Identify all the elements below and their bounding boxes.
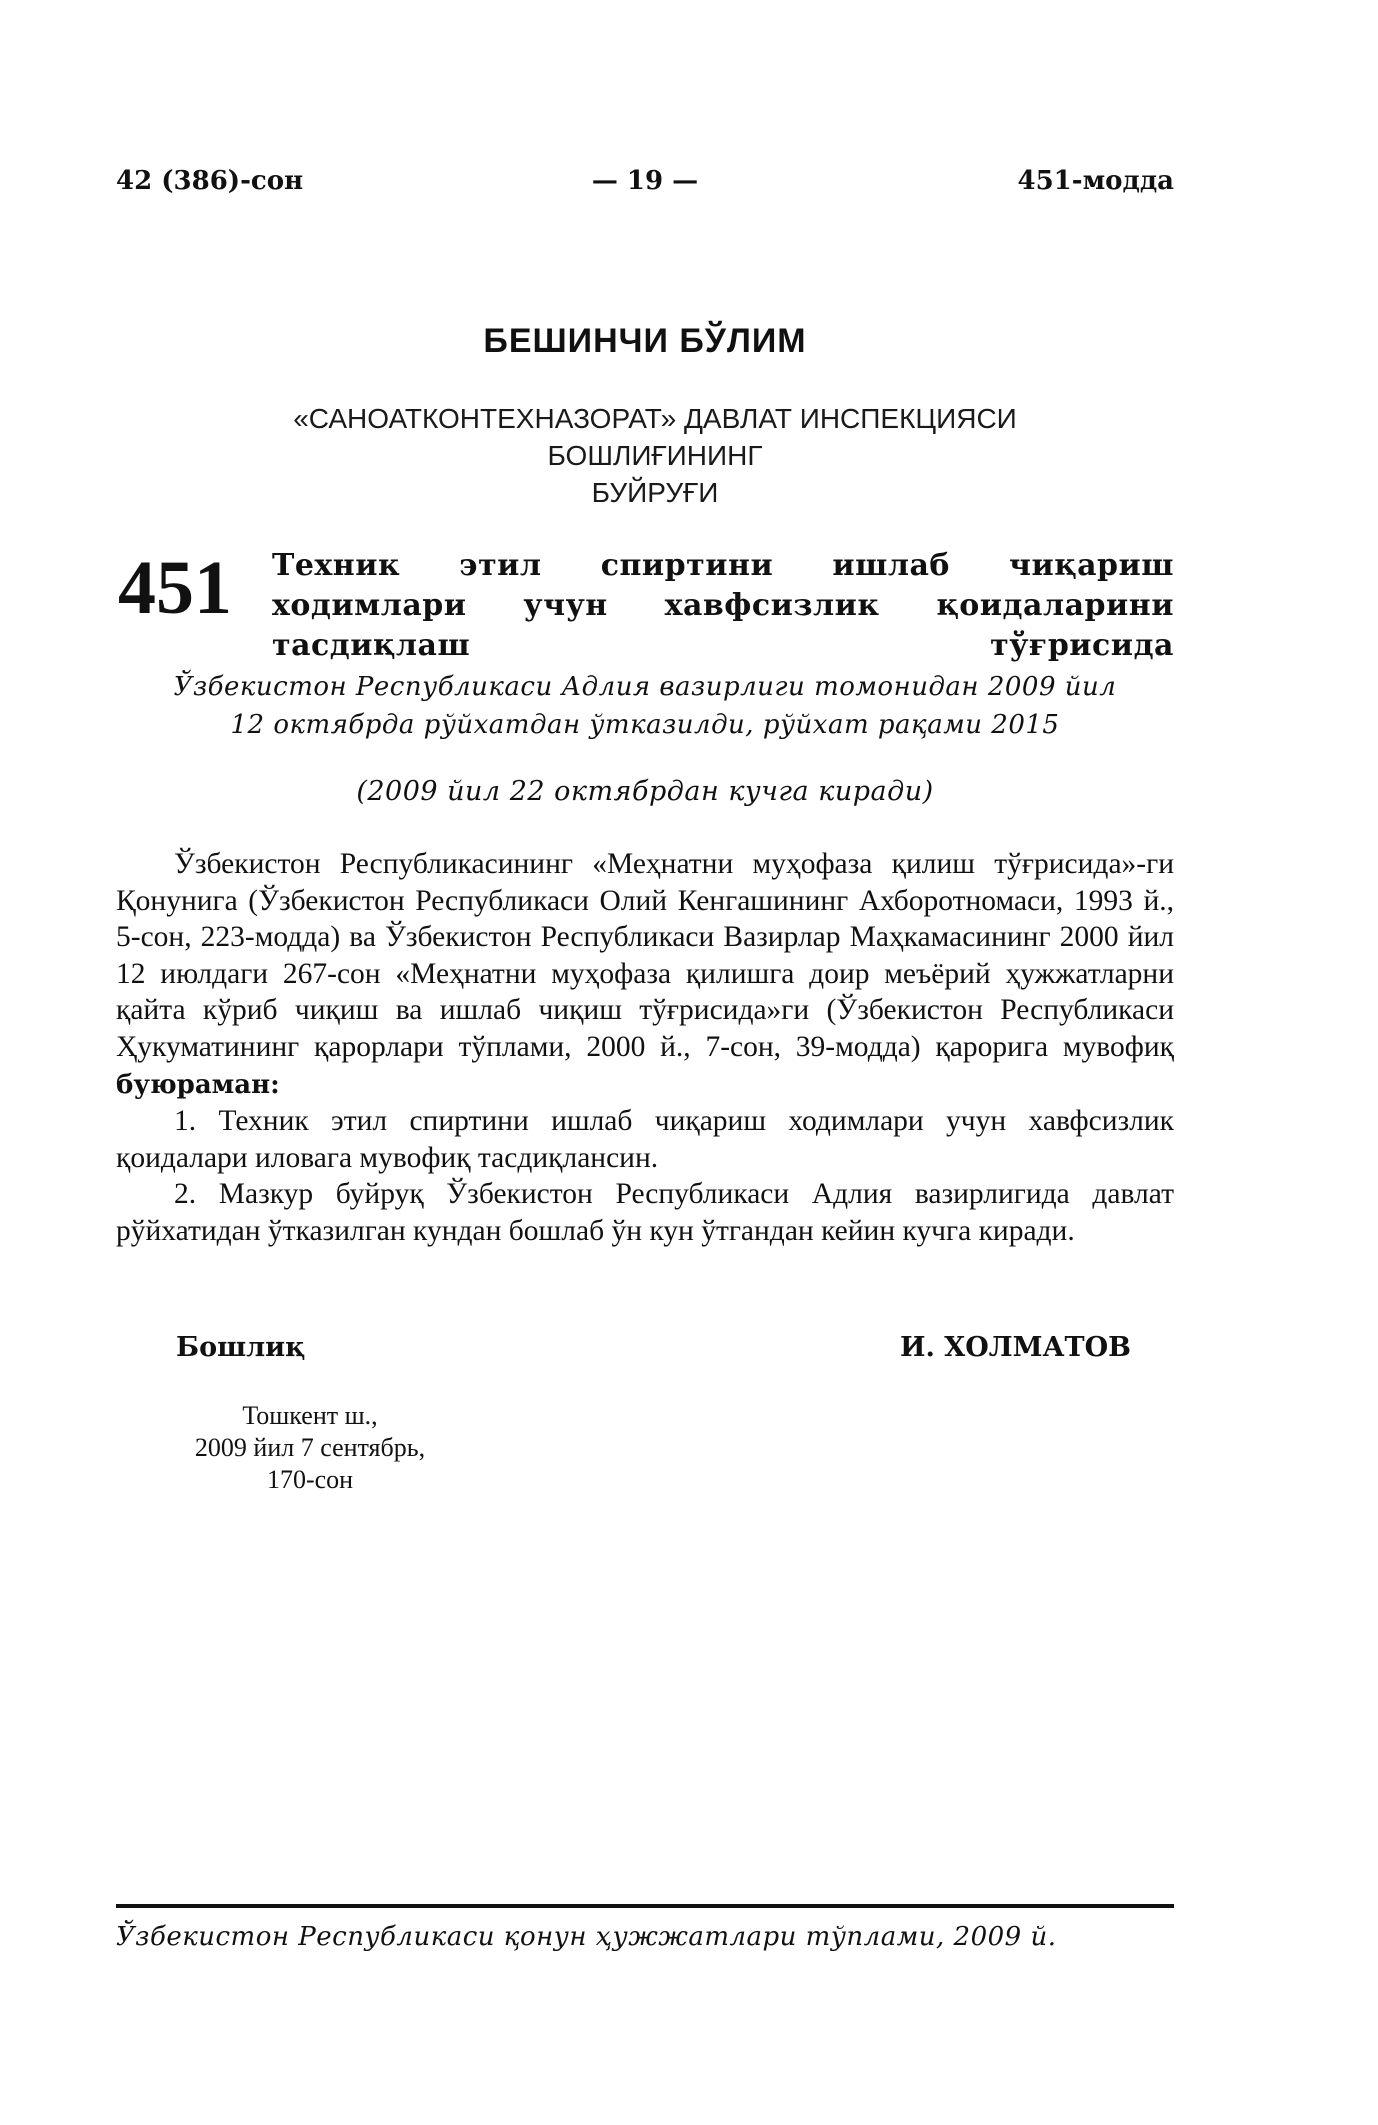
article-title: Техник этил спиртини ишлаб чиқариш ходимлари учун хавфсизлик қоидаларини тасдиқлаш тўғрисида [272, 548, 1174, 663]
order-item-2: 2. Мазкур буйруқ Ўзбекистон Республикаси Адлия вазирлигида давлат рўйхатидан ўтказилган кундан бошлаб ўн кун ўтгандан кейин кучга киради. [116, 1178, 1174, 1247]
order-number: 170-сон [266, 1465, 354, 1494]
place-date: 2009 йил 7 сентябрь, [194, 1433, 426, 1462]
place-and-date [150, 1400, 470, 1496]
place-city: Тошкент ш., [242, 1401, 378, 1430]
signer-name: И. ХОЛМАТОВ [900, 1332, 1131, 1363]
preamble-text: Ўзбекистон Республикасининг «Меҳнатни муҳофаза қилиш тўғрисида»-ги Қонунига (Ўзбекистон Республикаси Олий Кенгашининг Ахборотномаси, 1993 й., 5-сон, 223-модда) ва Ўзбекистон Республикаси Вазирлар Маҳкамасининг 2000 йил 12 июлдаги 267-сон «Меҳнатни муҳофаза қилишга доир меъёрий ҳужжатларни қайта кўриб чиқиш ва ишлаб чиқиш тўғрисида»ги (Ўзбекистон Республикаси Ҳукуматининг қарорлари тўплами, 2000 й., 7-сон, 39-модда) қарорига мувофиқ [116, 848, 1174, 1063]
command-word: буюраман: [116, 1069, 280, 1100]
article-reference: 451-модда [1017, 166, 1174, 196]
preamble-paragraph [116, 846, 1174, 1103]
page-footer: Ўзбекистон Республикаси қонун ҳужжатлари тўплами, 2009 й. [116, 1922, 1057, 1952]
document-body [116, 846, 1174, 1250]
footer-divider [116, 1904, 1174, 1908]
effective-date: (2009 йил 22 октябрдан кучга киради) [356, 776, 934, 807]
registration-note [140, 668, 1150, 744]
registration-line: 12 октябрда рўйхатдан ўтказилди, рўйхат рақами 2015 [230, 710, 1060, 740]
order-item-1: 1. Техник этил спиртини ишлаб чиқариш ходимлари учун хавфсизлик қоидалари иловага мувофиқ тасдиқлансин. [116, 1105, 1174, 1174]
signer-title: Бошлиқ [176, 1332, 306, 1363]
article-number: 451 [118, 546, 232, 630]
page-number: — 19 — [591, 166, 699, 196]
issuer-line: «САНОАТКОНТЕХНАЗОРАТ» ДАВЛАТ ИНСПЕКЦИЯСИ [293, 403, 1017, 434]
issuer-line: БОШЛИҒИНИНГ [547, 440, 763, 471]
issuer-line: БУЙРУҒИ [591, 477, 719, 508]
page-header [116, 166, 1174, 206]
issuer-heading [150, 400, 1160, 511]
issue-number: 42 (386)-сон [116, 166, 304, 196]
registration-line: Ўзбекистон Республикаси Адлия вазирлиги томонидан 2009 йил [173, 672, 1117, 702]
section-title: БЕШИНЧИ БЎЛИМ [483, 322, 807, 360]
